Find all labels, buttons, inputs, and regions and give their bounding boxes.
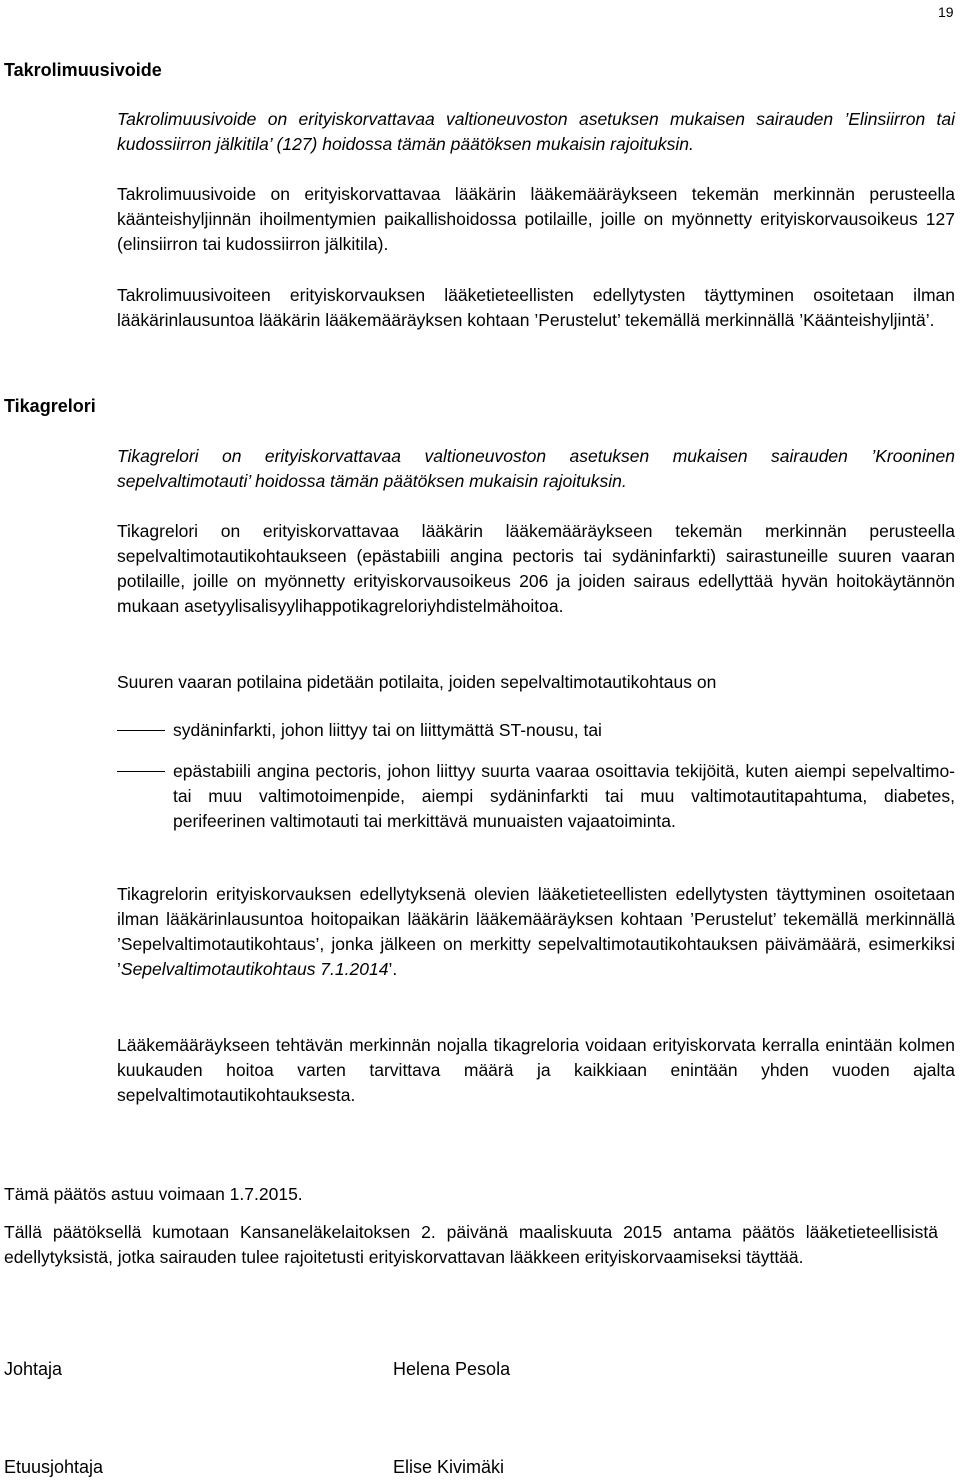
dash-bullet-icon (117, 771, 165, 772)
tikagrelori-high-risk-intro: Suuren vaaran potilaina pidetään potilaita, joiden sepelvaltimotautikohtaus on (117, 672, 717, 692)
section-heading-takrolimuusivoide: Takrolimuusivoide (4, 60, 162, 80)
prescription-end: ’. (388, 959, 398, 979)
takrolimuusi-prescription-paragraph: Takrolimuusivoiteen erityiskorvauksen lääketieteellisten edellytysten täyttyminen osoitetaan ilman lääkärinlausuntoa lääkärin lääkemääräyksen kohtaan ’Perustelut’ tekemällä merkinnällä ’Käänteishyljintä’. (117, 285, 955, 330)
tikagrelori-conditions-paragraph: Tikagrelori on erityiskorvattavaa lääkärin lääkemääräykseen tekemän merkinnän perusteella sepelvaltimotautikohtaukseen (epästabiili angina pectoris tai sydäninfarkti) sairastuneille suuren vaaran potilaille, joille on myönnetty erityiskorvausoikeus 206 ja joiden sairaus edellyttää hyvän hoitokäytännön mukaan asetyylisalisyylihappotikagreloriyhdistelmähoitoa. (117, 521, 955, 616)
takrolimuusi-conditions-paragraph: Takrolimuusivoide on erityiskorvattavaa lääkärin lääkemääräykseen tekemän merkinnän perusteella käänteishyljinnän ihoilmentymien paikallishoidossa potilaille, joille on myönnetty erityiskorvausoikeus 127 (elinsiirron tai kudossiirron jälkitila). (117, 184, 955, 254)
signature-name-director: Helena Pesola (393, 1359, 511, 1379)
prescription-text: Tikagrelorin erityiskorvauksen edellytyksenä olevien lääketieteellisten edellytysten täyttyminen osoitetaan ilman lääkärinlausuntoa hoitopaikan lääkärin lääkemääräyksen kohtaan ’Perustelut’ tekemällä merkinnällä ’Sepelvaltimotautikohtaus’, jonka jälkeen on merkitty sepelvaltimotautikohtauksen päivämäärä, esimerkiksi ’ (117, 884, 955, 979)
signature-name-benefits-director: Elise Kivimäki (393, 1457, 505, 1477)
list-item (117, 718, 955, 743)
dash-bullet-icon (117, 730, 165, 731)
signature-title-director: Johtaja (4, 1359, 63, 1379)
section-heading-tikagrelori: Tikagrelori (4, 396, 96, 416)
tikagrelori-prescription-paragraph (117, 882, 955, 982)
tikagrelori-restriction-paragraph: Tikagrelori on erityiskorvattavaa valtioneuvoston asetuksen mukaisen sairauden ’Krooninen sepelvaltimotauti’ hoidossa tämän päätöksen mukaisin rajoituksin. (117, 446, 955, 491)
repeal-statement: Tällä päätöksellä kumotaan Kansaneläkelaitoksen 2. päivänä maaliskuuta 2015 antama päätös lääketieteellisistä edellytyksistä, jotka sairauden tulee rajoitetusti erityiskorvattavan lääkkeen erityiskorvaamiseksi täyttää. (4, 1222, 938, 1267)
list-item (117, 759, 955, 859)
list-item-text: sydäninfarkti, johon liittyy tai on liittymättä ST-nousu, tai (173, 720, 602, 740)
tikagrelori-quantity-paragraph: Lääkemääräykseen tehtävän merkinnän nojalla tikagreloria voidaan erityiskorvata kerralla enintään kolmen kuukauden hoitoa varten tarvittava määrä ja kaikkiaan enintään yhden vuoden ajalta sepelvaltimotautikohtauksesta. (117, 1035, 955, 1105)
effective-date-statement: Tämä päätös astuu voimaan 1.7.2015. (4, 1184, 303, 1204)
takrolimuusi-restriction-paragraph: Takrolimuusivoide on erityiskorvattavaa valtioneuvoston asetuksen mukaisen sairauden ’Elinsiirron tai kudossiirron jälkitila’ (127) hoidossa tämän päätöksen mukaisin rajoituksin. (117, 109, 955, 154)
page-number: 19 (938, 4, 954, 20)
list-item-text: epästabiili angina pectoris, johon liittyy suurta vaaraa osoittavia tekijöitä, kuten aiempi sepelvaltimo- tai muu valtimotoimenpide, aiempi sydäninfarkti tai muu valtimotautitapahtuma, diabetes, perifeerinen valtimotauti tai merkittävä munuaisten vajaatoiminta. (173, 761, 955, 831)
prescription-example: Sepelvaltimotautikohtaus 7.1.2014 (120, 959, 389, 979)
signature-title-benefits-director: Etuusjohtaja (4, 1457, 104, 1477)
